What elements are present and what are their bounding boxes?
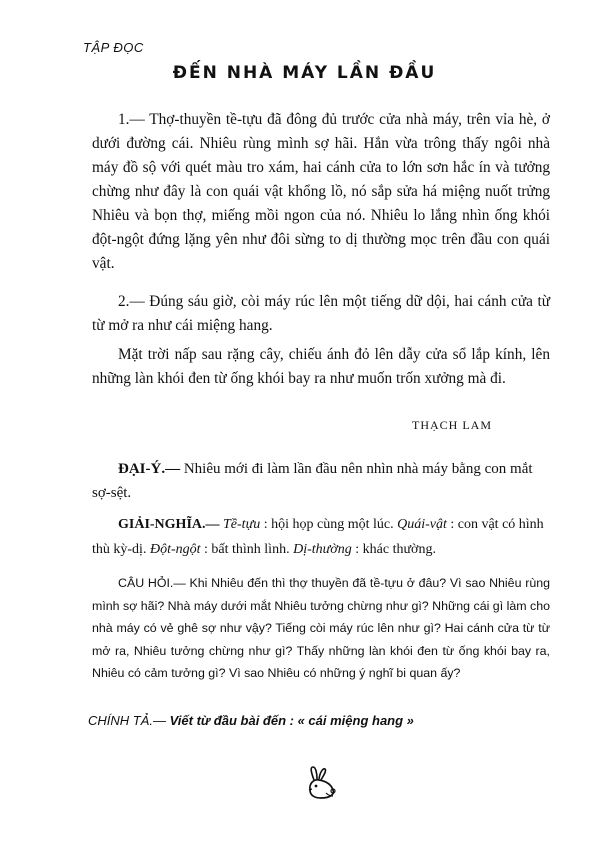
dictation-label: CHÍNH TẢ.— (88, 713, 166, 728)
questions (92, 572, 550, 685)
section-label: TẬP ĐỌC (83, 40, 144, 55)
vocabulary (92, 512, 550, 562)
questions-text: Khi Nhiêu đến thì thợ thuyền đã tề-tựu ở đâu? Vì sao Nhiêu rùng mình sợ hãi? Nhà máy dưới mắt Nhiêu tưởng chừng như gì? Những cái gì làm cho nhà máy có vẻ ghê sợ như vậy? Tiếng còi máy rúc lên như gì? Hai cánh cửa từ từ mở ra, Nhiêu tưởng chừng như gì? Thấy những làn khói đen từ ống khói bay ra, Nhiêu có cảm tưởng gì? Vì sao Nhiêu có những ý nghĩ bi quan ấy? (92, 576, 551, 680)
vocab-term: Đột-ngột (146, 542, 201, 557)
reading-paragraph-2: 2.— Đúng sáu giờ, còi máy rúc lên một tiếng dữ dội, hai cánh cửa từ từ mở ra như cái miệng hang. (92, 293, 550, 334)
main-idea-label: ĐẠI-Ý.— (118, 461, 181, 477)
vocabulary-label: GIẢI-NGHĨA.— (118, 517, 220, 532)
vocab-definition: : con vật có hình thù kỳ-dị. (92, 517, 544, 557)
main-idea (92, 457, 550, 505)
page-title: ĐẾN NHÀ MÁY LẦN ĐẦU (172, 63, 437, 83)
vocab-term: Quái-vật (393, 517, 447, 532)
vocab-term: Dị-thường (289, 542, 352, 557)
questions-label: CÂU HỎI.— (118, 576, 186, 590)
vocab-definition: : khác thường. (351, 542, 436, 557)
reading-paragraph-3: Mặt trời nấp sau rặng cây, chiếu ánh đỏ lên dẫy cửa sổ lắp kính, lên những làn khói đen từ ống khói bay ra như muốn trốn xưởng mà đi. (92, 346, 550, 387)
author-name: THẠCH LAM (412, 418, 492, 432)
dictation (88, 713, 414, 728)
dictation-text: Viết từ đầu bài đến : « cái miệng hang » (166, 713, 414, 728)
vocab-term: Tề-tựu (219, 517, 261, 532)
vocab-definition: : hội họp cùng một lúc. (260, 517, 394, 532)
reading-paragraph-1: 1.— Thợ-thuyền tề-tựu đã đông đủ trước cửa nhà máy, trên vỉa hè, ở dưới đường cái. Nhiêu rùng mình sợ hãi. Hắn vừa trông thấy ngôi nhà máy đồ sộ với quét màu tro xám, hai cánh cửa to lớn sơn hắc ín và tưởng chừng như đây là con quái vật khổng lồ, nó sắp sửa há miệng nuốt trửng Nhiêu và bọn thợ, miếng mồi ngon của nó. Nhiêu lo lắng nhìn ống khói đột-ngột đứng lặng yên như đôi sừng to dị thường mọc trên đầu con quái vật. (92, 111, 550, 272)
vocab-definition: : bất thình lình. (200, 542, 290, 557)
rabbit-icon (302, 766, 338, 800)
main-idea-text: Nhiêu mới đi làm lần đầu nên nhìn nhà máy bằng con mắt sợ-sệt. (92, 461, 533, 501)
